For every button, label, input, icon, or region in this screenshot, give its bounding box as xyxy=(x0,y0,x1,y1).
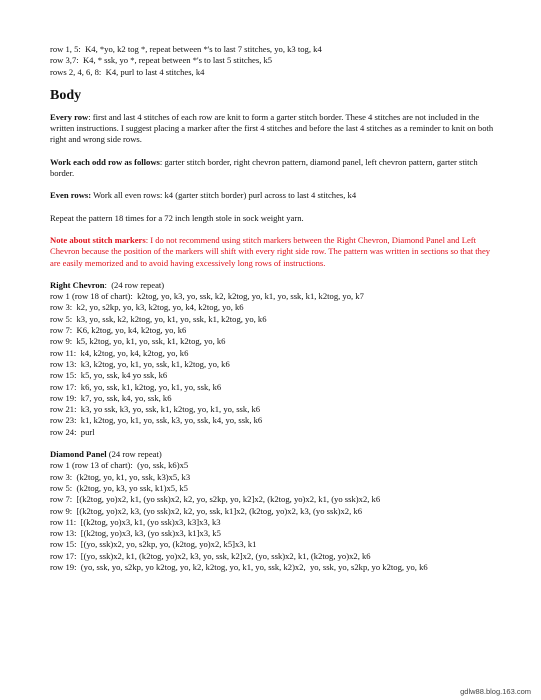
diamond-panel-section xyxy=(50,449,498,573)
pattern-row: row 1 (row 13 of chart): (yo, ssk, k6)x5 xyxy=(50,460,189,471)
intro-row: row 3,7: K4, * ssk, yo *, repeat between *'s to last 5 stitches, k5 xyxy=(50,55,273,66)
right-chevron-title-line xyxy=(50,280,498,291)
note-label: Note about stitch markers xyxy=(50,234,146,245)
pattern-row: row 9: k5, k2tog, yo, k1, yo, ssk, k1, k2tog, yo, k6 xyxy=(50,336,226,347)
pattern-row: row 7: [(k2tog, yo)x2, k1, (yo ssk)x2, k2, yo, s2kp, yo, k2]x2, (k2tog, yo)x2, k1, (yo ssk)x2, k6 xyxy=(50,494,381,505)
diamond-panel-subtitle: (24 row repeat) xyxy=(106,449,162,460)
even-row-label: Even rows: xyxy=(50,190,92,201)
pattern-row: row 3: k2, yo, s2kp, yo, k3, k2tog, yo, k4, k2tog, yo, k6 xyxy=(50,302,244,313)
pattern-row: row 11: [(k2tog, yo)x3, k1, (yo ssk)x3, k3]x3, k3 xyxy=(50,516,221,527)
pattern-row: row 15: [(yo, ssk)x2, yo, s2kp, yo, (k2tog, yo)x2, k5]x3, k1 xyxy=(50,539,257,550)
intro-rows xyxy=(50,44,498,78)
pattern-row: row 23: k1, k2tog, yo, k1, yo, ssk, k3, yo, ssk, k4, yo, ssk, k6 xyxy=(50,415,263,426)
pattern-row: row 24: purl xyxy=(50,426,95,437)
intro-row: row 1, 5: K4, *yo, k2 tog *, repeat between *'s to last 7 stitches, yo, k3 tog, k4 xyxy=(50,44,322,54)
pattern-row: row 21: k3, yo ssk, k3, yo, ssk, k1, k2tog, yo, k1, yo, ssk, k6 xyxy=(50,404,261,415)
pattern-row: row 17: k6, yo, ssk, k1, k2tog, yo, k1, yo, ssk, k6 xyxy=(50,381,222,392)
pattern-row: row 5: (k2tog, yo, k3, yo ssk, k1)x5, k5 xyxy=(50,482,188,493)
pattern-row: row 13: k3, k2tog, yo, k1, yo, ssk, k1, k2tog, yo, k6 xyxy=(50,358,230,369)
right-chevron-section xyxy=(50,280,498,438)
right-chevron-subtitle: : (24 row repeat) xyxy=(104,279,165,290)
repeat-paragraph: Repeat the pattern 18 times for a 72 inch length stole in sock weight yarn. xyxy=(50,212,304,223)
pattern-row: row 5: k3, yo, ssk, k2, k2tog, yo, k1, yo, ssk, k1, k2tog, yo, k6 xyxy=(50,313,267,324)
stitch-marker-note xyxy=(50,235,498,269)
every-row-text: : first and last 4 stitches of each row are knit to form a garter stitch border. These 4 stitches are not included in the written instructions. I suggest placing a marker after the first 4 stitches and before the last 4 stitches as a reminder to knit on both right and wrong side rows. xyxy=(50,111,494,145)
body-heading: Body xyxy=(50,87,82,103)
pattern-row: row 3: (k2tog, yo, k1, yo, ssk, k3)x5, k3 xyxy=(50,471,191,482)
note-text: : I do not recommend using stitch markers between the Right Chevron, Diamond Panel and Left Chevron because the position of the markers will shift with every right side row. The pattern was written in sections so that they are easily memorized and to avoid having excessively long rows of instructions. xyxy=(50,234,491,268)
odd-row-text: : garter stitch border, right chevron pattern, diamond panel, left chevron pattern, garter stitch border. xyxy=(50,156,478,179)
every-row-paragraph xyxy=(50,112,498,146)
pattern-row: row 7: K6, k2tog, yo, k4, k2tog, yo, k6 xyxy=(50,325,187,336)
right-chevron-title: Right Chevron xyxy=(50,279,105,290)
pattern-row: row 15: k5, yo, ssk, k4 yo ssk, k6 xyxy=(50,370,168,381)
odd-row-paragraph xyxy=(50,157,498,180)
pattern-row: row 17: [(yo, ssk)x2, k1, (k2tog, yo)x2, k3, yo, ssk, k2]x2, (yo, ssk)x2, k1, (k2tog, yo)x2, k6 xyxy=(50,550,371,561)
pattern-row: row 19: (yo, ssk, yo, s2kp, yo k2tog, yo, k2, k2tog, yo, k1, yo, ssk, k2)x2, yo, ssk, yo, s2kp, yo k2tog, yo, k6 xyxy=(50,561,428,572)
diamond-panel-title: Diamond Panel xyxy=(50,449,107,460)
pattern-row: row 13: [(k2tog, yo)x3, k3, (yo ssk)x3, k1]x3, k5 xyxy=(50,528,221,539)
pattern-row: row 19: k7, yo, ssk, k4, yo, ssk, k6 xyxy=(50,392,172,403)
pattern-row: row 9: [(k2tog, yo)x2, k3, (yo ssk)x2, k2, yo, ssk, k1]x2, (k2tog, yo)x2, k3, (yo ssk)x2, k6 xyxy=(50,505,362,516)
every-row-label: Every row xyxy=(50,111,89,122)
watermark-footer: gdlw88.blog.163.com xyxy=(460,687,531,696)
odd-row-label: Work each odd row as follows xyxy=(50,156,160,167)
even-row-paragraph xyxy=(50,190,498,201)
diamond-panel-title-line xyxy=(50,449,498,460)
intro-row: rows 2, 4, 6, 8: K4, purl to last 4 stitches, k4 xyxy=(50,66,205,77)
even-row-text: Work all even rows: k4 (garter stitch border) purl across to last 4 stitches, k4 xyxy=(91,190,357,201)
pattern-row: row 11: k4, k2tog, yo, k4, k2tog, yo, k6 xyxy=(50,347,189,358)
pattern-row: row 1 (row 18 of chart): k2tog, yo, k3, yo, ssk, k2, k2tog, yo, k1, yo, ssk, k1, k2tog, yo, k7 xyxy=(50,291,364,302)
document-page xyxy=(50,44,498,573)
